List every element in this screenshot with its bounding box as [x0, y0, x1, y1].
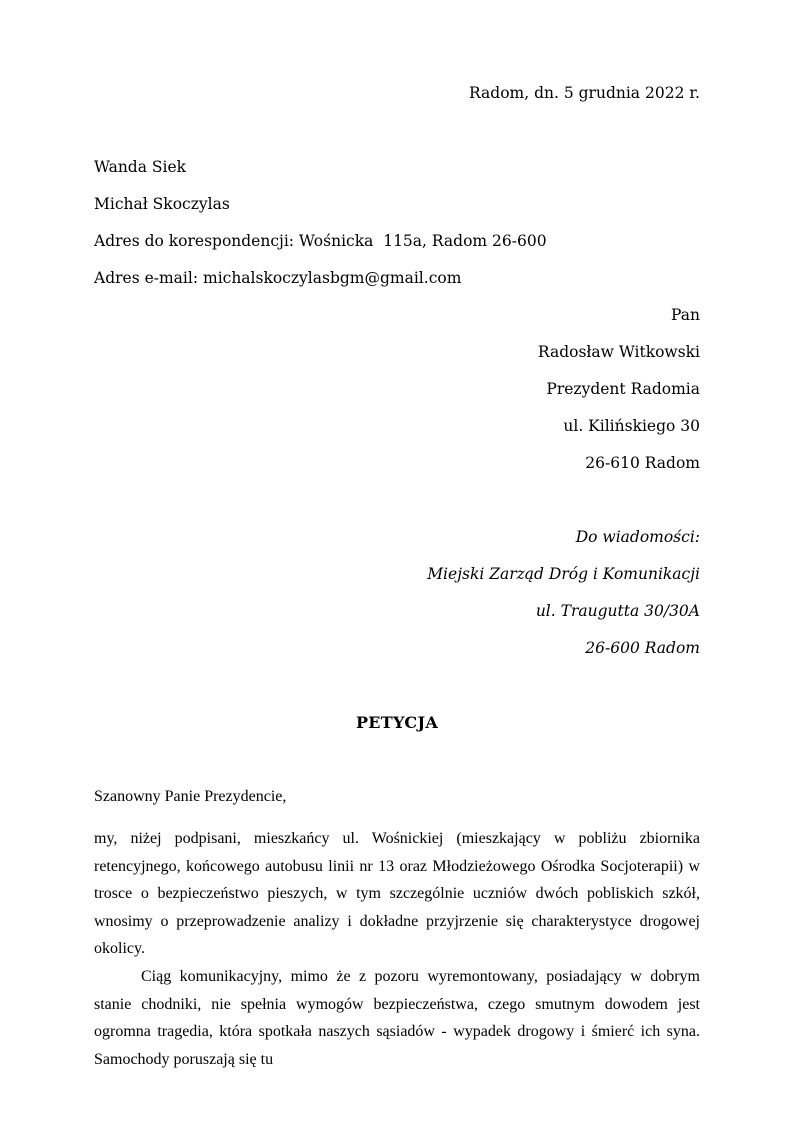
- blank-line: [94, 482, 700, 519]
- blank-line: [94, 741, 700, 778]
- cc-organization: Miejski Zarząd Dróg i Komunikacji: [427, 565, 700, 583]
- cc-block: [94, 519, 700, 667]
- sender-email-address: Adres e-mail: michalskoczylasbgm@gmail.com: [94, 269, 462, 287]
- recipient-street: ul. Kilińskiego 30: [563, 417, 700, 435]
- sender-name-1: Wanda Siek: [94, 158, 187, 176]
- recipient-city: 26-610 Radom: [585, 454, 700, 472]
- salutation: Szanowny Panie Prezydencie,: [94, 788, 287, 805]
- recipient-name: Radosław Witkowski: [537, 343, 700, 361]
- recipient-block: [94, 297, 700, 482]
- date-line: Radom, dn. 5 grudnia 2022 r.: [469, 84, 700, 102]
- petition-title: PETYCJA: [355, 713, 439, 732]
- cc-city: 26-600 Radom: [585, 639, 700, 657]
- blank-line: [94, 112, 700, 149]
- body-paragraph-1: my, niżej podpisani, mieszkańcy ul. Wośnickiej (mieszkający w pobliżu zbiornika retencyjnego, końcowego autobusu linii nr 13 oraz Młodzieżowego Ośrodka Socjoterapii) w trosce o bezpieczeństwo pieszych, w tym szczególnie uczniów dwóch pobliskich szkół, wnosimy o przeprowadzenie analizy i dokładne przyjrzenie się charakterystyce drogowej okolicy.: [94, 830, 700, 958]
- sender-postal-address: Adres do korespondencji: Wośnicka 115a, Radom 26-600: [94, 232, 547, 250]
- blank-line: [94, 667, 700, 704]
- body-paragraph-2: Ciąg komunikacyjny, mimo że z pozoru wyremontowany, posiadający w dobrym stanie chodniki, nie spełnia wymogów bezpieczeństwa, czego smutnym dowodem jest ogromna tragedia, która spotkała naszych sąsiadów - wypadek drogowy i śmierć ich syna. Samochody poruszają się tu: [94, 967, 700, 1068]
- sender-name-2: Michał Skoczylas: [94, 195, 230, 213]
- cc-label: Do wiadomości:: [575, 528, 700, 546]
- sender-block: [94, 149, 700, 297]
- recipient-title: Prezydent Radomia: [546, 380, 700, 398]
- cc-street: ul. Traugutta 30/30A: [535, 602, 700, 620]
- recipient-honorific: Pan: [671, 306, 700, 324]
